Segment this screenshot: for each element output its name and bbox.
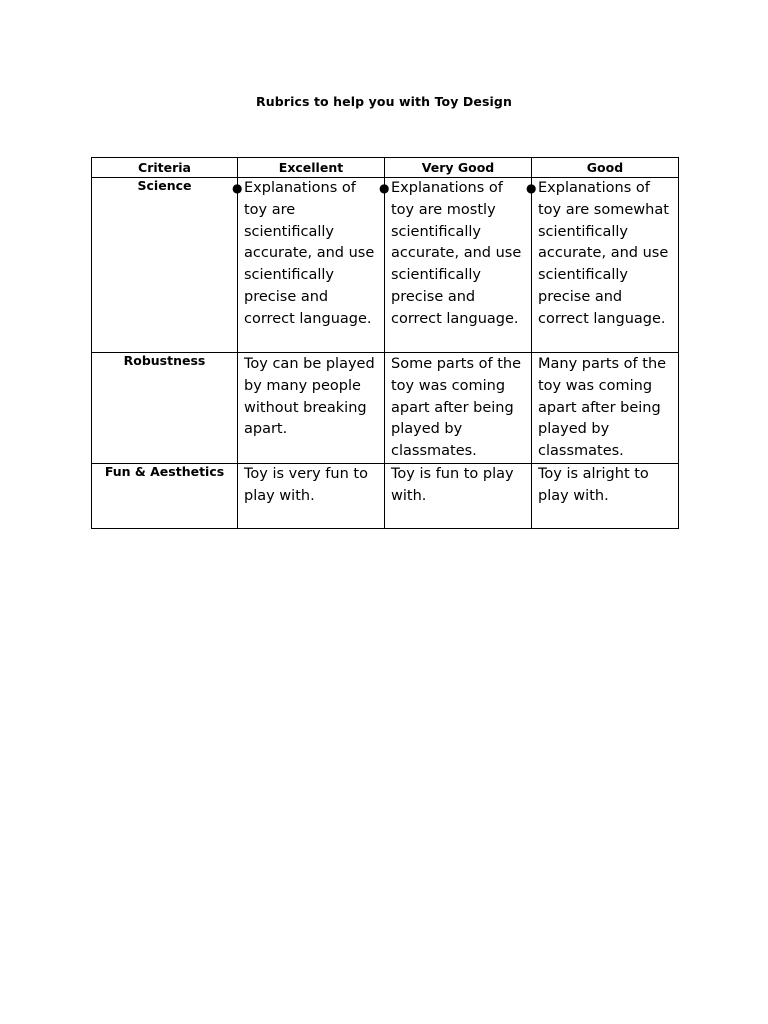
document-title: Rubrics to help you with Toy Design [256,94,512,109]
cell-fun-very-good [385,463,532,528]
cell-robustness-very-good [385,353,532,464]
header-good: Good [532,158,679,178]
cell-text: Some parts of the toy was coming apart after being played by classmates. [391,356,522,460]
cell-science-good [526,178,679,353]
cell-fun-good [532,463,679,528]
criteria-fun-aesthetics: Fun & Aesthetics [92,463,238,528]
cell-science-excellent [232,178,385,353]
cell-text: Explanations of toy are mostly scientifically accurate, and use scientifically precise and correct language. [391,180,522,327]
header-criteria: Criteria [92,158,238,178]
cell-fun-excellent [238,463,385,528]
bullet-icon: ● [526,181,537,195]
cell-text: Toy is alright to play with. [538,465,649,504]
rubric-table [91,157,679,529]
cell-text: Explanations of toy are somewhat scientifically accurate, and use scientifically precise and correct language. [538,180,669,327]
cell-text: Toy is very fun to play with. [244,465,368,504]
table-row-fun-aesthetics [92,463,679,528]
cell-text: Toy can be played by many people without breaking apart. [244,356,375,438]
table-row-science [92,178,679,353]
cell-robustness-excellent [238,353,385,464]
table-header-row [92,158,679,178]
bullet-icon: ● [232,181,243,195]
cell-text: Toy is fun to play with. [391,465,514,504]
criteria-robustness: Robustness [92,353,238,464]
header-very-good: Very Good [385,158,532,178]
table-row-robustness [92,353,679,464]
criteria-science: Science [92,178,238,353]
bullet-icon: ● [379,181,390,195]
cell-text: Explanations of toy are scientifically accurate, and use scientifically precise and correct language. [244,180,375,327]
header-excellent: Excellent [238,158,385,178]
cell-robustness-good [532,353,679,464]
cell-text: Many parts of the toy was coming apart after being played by classmates. [538,356,667,460]
cell-science-very-good [379,178,532,353]
